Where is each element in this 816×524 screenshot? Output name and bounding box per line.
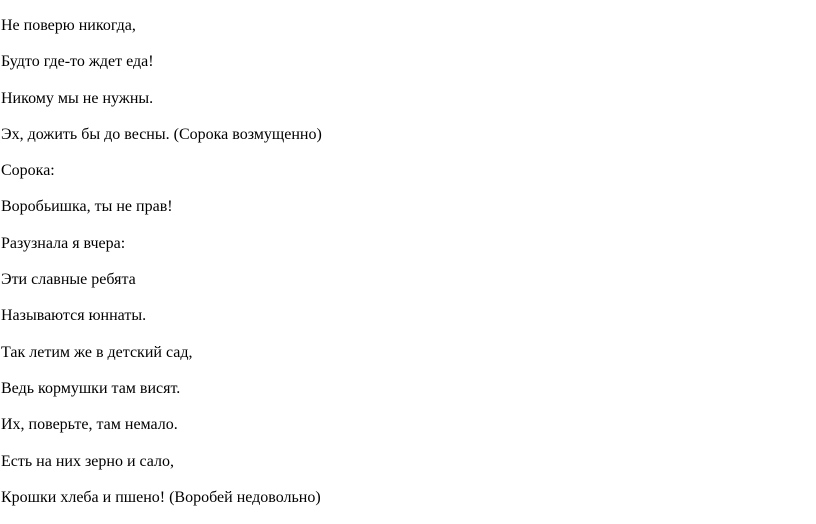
speaker-label: Сорока:	[1, 162, 55, 180]
poem-text	[1, 16, 322, 524]
text-line: Ведь кормушки там висят.	[1, 379, 181, 397]
text-line: Эти славные ребята	[1, 271, 136, 289]
text-line: Их, поверьте, там немало.	[1, 416, 178, 434]
text-line: Никому мы не нужны.	[1, 89, 154, 107]
text-line: Есть на них зерно и сало,	[1, 452, 175, 470]
text-line: Так летим же в детский сад,	[1, 343, 193, 361]
text-line: Не поверю никогда,	[1, 17, 136, 34]
text-line: Разузнала я вчера:	[1, 234, 126, 252]
text-line: Воробьишка, ты не прав!	[1, 198, 173, 216]
text-line: Эх, дожить бы до весны. (Сорока возмущенно)	[1, 125, 322, 143]
text-line: Называются юннаты.	[1, 307, 147, 325]
text-line: Крошки хлеба и пшено! (Воробей недовольно)	[1, 488, 321, 506]
text-line: Будто где-то ждет еда!	[1, 53, 154, 71]
